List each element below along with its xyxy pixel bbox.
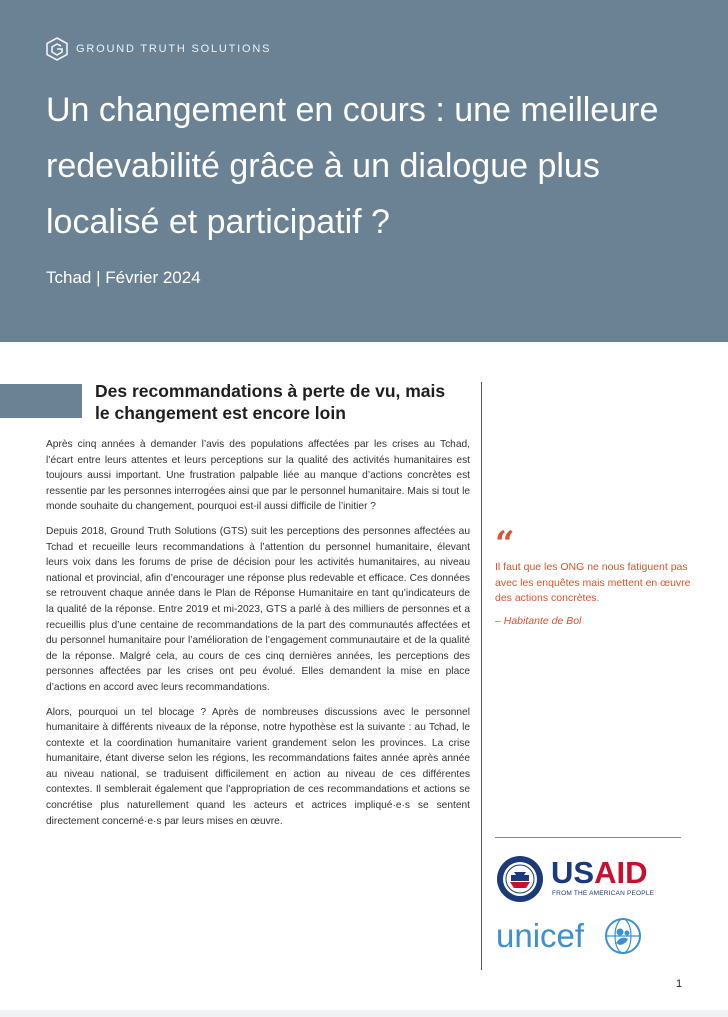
unicef-logo bbox=[496, 915, 656, 959]
unicef-wordmark: unicef bbox=[496, 917, 585, 954]
brand bbox=[46, 37, 271, 61]
bottom-strip bbox=[0, 1010, 728, 1017]
paragraph: Alors, pourquoi un tel blocage ? Après de nombreuses discussions avec le personnel humanitaire à différents niveaux de la réponse, notre hypothèse est la suivante : au Tchad, le contexte et la coordination humanitaire varient grandement selon les provinces. La crise humanitaire, étant diverse selon les régions, les recommandations faites année après année au niveau national, se traduisent difficilement en action au niveau de ces différentes contextes. Il semblerait également que l’appropriation de ces recommandations et actions se concrétise plus naturellement quand les acteurs et actrices impliqué·e·s se sentent directement concerné·e·s par leurs mises en œuvre. bbox=[46, 706, 470, 827]
usaid-us: US bbox=[551, 855, 595, 890]
usaid-seal-icon bbox=[496, 855, 544, 903]
pull-quote bbox=[495, 524, 705, 627]
usaid-aid: AID bbox=[594, 855, 648, 890]
section-accent-bar bbox=[0, 384, 82, 418]
column-divider bbox=[481, 382, 482, 970]
page-subtitle: Tchad | Février 2024 bbox=[46, 268, 201, 287]
body-text bbox=[46, 437, 470, 838]
header-banner bbox=[0, 0, 728, 342]
quote-text: Il faut que les ONG ne nous fatiguent pas avec les enquêtes mais mettent en œuvre des actions concrètes. bbox=[495, 561, 691, 604]
page-title: Un changement en cours : une meilleure redevabilité grâce à un dialogue plus localisé et participatif ? bbox=[46, 91, 659, 241]
unicef-emblem-icon bbox=[604, 917, 642, 955]
paragraph: Depuis 2018, Ground Truth Solutions (GTS) suit les perceptions des personnes affectées au Tchad et recueille leurs recommandations à l’attention du personnel humanitaire, élevant leurs voix dans les forums de prise de décision pour les activités humanitaires, au niveau national et provincial, afin d’encourager une réponse plus redevable et efficace. Ces données se retrouvent chaque année dans le Plan de Réponse Humanitaire en tant qu’indicateurs de la qualité de la réponse. Entre 2019 et mi-2023, GTS a parlé à des milliers de personnes et a recueillis plus d’une centaine de recommandations de la part des communautés affectées et du personnel humanitaire pour l’amélioration de l’engagement communautaire et de la qualité de la réponse. Malgré cela, au cours de ces cinq dernières années, les perceptions des personnes affectées par les crises ont peu évolué. Elles demandent la mise en place d’actions en accord avec leurs recommandations. bbox=[46, 525, 470, 693]
quote-author: – Habitante de Bol bbox=[495, 614, 582, 627]
usaid-wordmark bbox=[551, 857, 647, 889]
logo-divider bbox=[495, 837, 681, 838]
paragraph: Après cinq années à demander l’avis des populations affectées par les crises au Tchad, l’écart entre leurs attentes et leurs perceptions sur la qualité des activités humanitaires est toujours aussi important. Une frustration palpable liée au manque d’actions concrètes est ressentie par les personnes interrogées ainsi que par le personnel humanitaire. Mais si tout le monde souhaite du changement, pourquoi est-il aussi difficile de l’initier ? bbox=[46, 439, 470, 513]
usaid-tagline: FROM THE AMERICAN PEOPLE bbox=[552, 890, 655, 897]
section-heading: Des recommandations à perte de vu, mais le changement est encore loin bbox=[95, 381, 446, 423]
page-number: 1 bbox=[676, 978, 683, 990]
brand-name: GROUND TRUTH SOLUTIONS bbox=[76, 43, 272, 55]
ground-truth-logo-icon bbox=[46, 37, 68, 61]
usaid-logo bbox=[496, 855, 655, 905]
quote-mark-icon: “ bbox=[495, 524, 515, 564]
